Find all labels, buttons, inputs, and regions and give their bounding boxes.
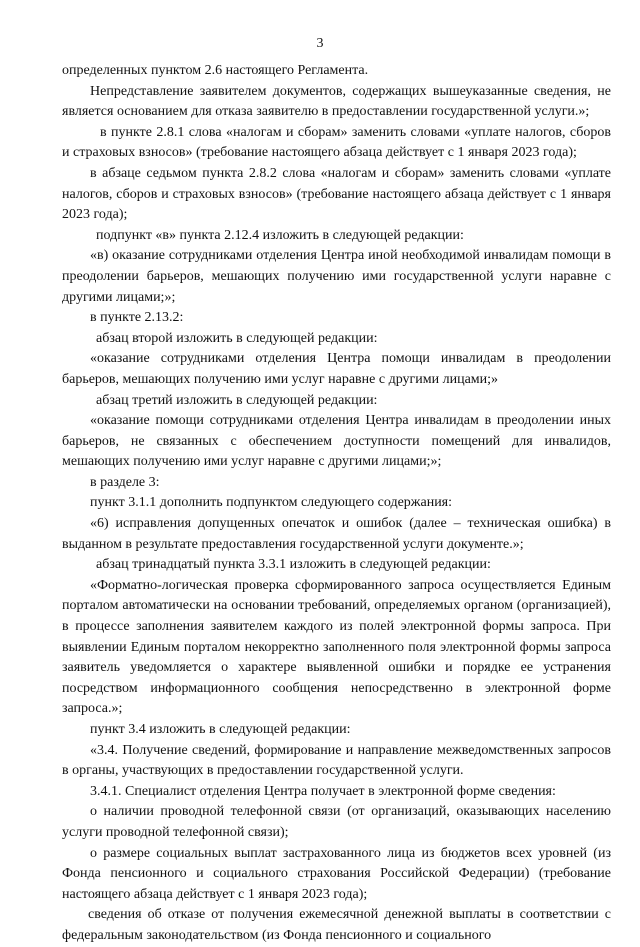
paragraph: «Форматно-логическая проверка сформированного запроса осуществляется Единым порталом автоматически на основании требований, определяемых органом (организацией), в процессе заполнения заявителем каждого из полей электронной формы запроса. При выявлении Единым порталом некорректно заполненного поля электронной формы запроса заявитель уведомляется о характере выявленной ошибки и порядке ее устранения посредством информационного сообщения непосредственно в электронной форме запроса.»;	[62, 577, 611, 717]
paragraph: Непредставление заявителем документов, содержащих вышеуказанные сведения, не является основанием для отказа заявителю в предоставлении государственной услуги.»;	[62, 83, 611, 120]
paragraph: 3.4.1. Специалист отделения Центра получает в электронной форме сведения:	[90, 783, 556, 799]
paragraph: определенных пунктом 2.6 настоящего Регламента.	[62, 63, 369, 78]
paragraph: абзац тринадцатый пункта 3.3.1 изложить в следующей редакции:	[96, 557, 491, 573]
paragraph: в разделе 3:	[90, 474, 160, 490]
paragraph: абзац третий изложить в следующей редакции:	[96, 392, 378, 408]
paragraph: «3.4. Получение сведений, формирование и направление межведомственных запросов в органы, участвующих в предоставлении государственной услуги.	[62, 742, 611, 779]
page-number: 3	[316, 36, 324, 51]
paragraph: «6) исправления допущенных опечаток и ошибок (далее – техническая ошибка) в выданном в результате предоставления государственной услуги документе.»;	[62, 516, 611, 552]
paragraph: «оказание помощи сотрудниками отделения Центра инвалидам в преодолении иных барьеров, не связанных с обеспечением доступности помещений для инвалидов, мешающих получению ими услуг наравне с другими лицами;»;	[62, 413, 611, 470]
paragraph: подпункт «в» пункта 2.12.4 изложить в следующей редакции:	[96, 227, 464, 243]
paragraph: о размере социальных выплат застрахованного лица из бюджетов всех уровней (из Фонда пенсионного и социального страхования Российской Федерации) (требование настоящего абзаца действует с 1 января 2023 года);	[62, 845, 611, 902]
paragraph: в пункте 2.8.1 слова «налогам и сборам» заменить словами «уплате налогов, сборов и страховых взносов» (требование настоящего абзаца действует с 1 января 2023 года);	[62, 124, 611, 161]
document-body	[62, 61, 611, 947]
paragraph: о наличии проводной телефонной связи (от организаций, оказывающих населению услуги проводной телефонной связи);	[62, 804, 611, 840]
paragraph: «оказание сотрудниками отделения Центра помощи инвалидам в преодолении барьеров, мешающих получению ими услуг наравне с другими лицами;»	[62, 351, 611, 387]
paragraph: пункт 3.1.1 дополнить подпунктом следующего содержания:	[90, 495, 453, 511]
paragraph: абзац второй изложить в следующей редакции:	[96, 330, 378, 346]
paragraph: сведения об отказе от получения ежемесячной денежной выплаты в соответствии с федеральным законодательством (из Фонда пенсионного и социального	[62, 907, 611, 943]
paragraph: «в) оказание сотрудниками отделения Центра иной необходимой инвалидам помощи в преодолении барьеров, мешающих получению ими государственной услуги наравне с другими лицами;»;	[62, 248, 611, 305]
paragraph: пункт 3.4 изложить в следующей редакции:	[90, 722, 351, 737]
paragraph: в пункте 2.13.2:	[90, 310, 184, 326]
paragraph: в абзаце седьмом пункта 2.8.2 слова «налогам и сборам» заменить словами «уплате налогов, сборов и страховых взносов» (требование настоящего абзаца действует с 1 января 2023 года);	[62, 165, 611, 223]
